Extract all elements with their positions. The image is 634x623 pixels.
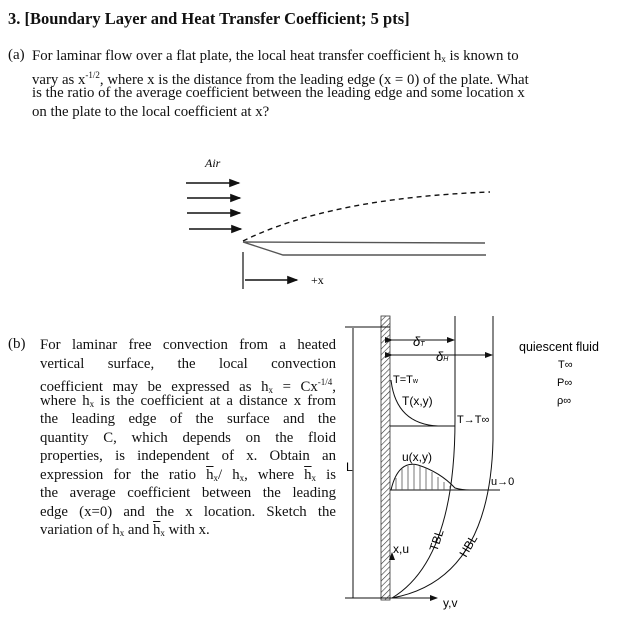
temp-profile-label: T(x,y) xyxy=(402,394,433,408)
part-a-label: (a) xyxy=(8,47,25,63)
text-segment: is known to xyxy=(445,48,519,64)
velocity-profile-label: u(x,y) xyxy=(402,450,432,464)
t-infinity-label: T∞ xyxy=(558,359,573,371)
tbl-label: TBL xyxy=(426,527,447,553)
text-segment: coefficient may be expressed as h xyxy=(40,379,269,395)
x-axis-label: +x xyxy=(311,273,324,287)
text-segment: / h xyxy=(218,466,240,483)
text-segment: the average coefficient between the leading xyxy=(40,485,336,501)
air-label: Air xyxy=(205,156,221,170)
text-segment: , xyxy=(332,379,336,395)
text-segment: $\overline{h}$ xyxy=(304,466,312,483)
delta-h-label: δ xyxy=(436,349,444,364)
svg-text:δH: δH xyxy=(436,349,449,364)
text-segment: quantity C, which depends on the floid xyxy=(40,429,336,446)
text-segment: x xyxy=(160,528,165,538)
hbl-label: HBL xyxy=(456,532,481,560)
y-v-label: y,v xyxy=(443,596,458,610)
text-segment: the leading edge of the surface and the xyxy=(40,411,336,427)
text-segment: is xyxy=(316,466,337,483)
text-segment: properties, is independent of x. Obtain an xyxy=(40,448,336,464)
wall-temp-label: T=T xyxy=(393,374,413,386)
text-segment: vertical surface, the local convection xyxy=(40,355,336,372)
text-segment: x xyxy=(268,385,273,395)
text-segment: , where xyxy=(244,466,305,483)
quiescent-fluid-label: quiescent fluid xyxy=(519,340,599,354)
text-segment: vary as x xyxy=(32,71,86,88)
x-u-label: x,u xyxy=(393,542,410,556)
u-zero-label: u→0 xyxy=(491,476,515,488)
heated-wall xyxy=(381,316,390,600)
rho-infinity-label: ρ∞ xyxy=(557,395,572,407)
text-segment: x xyxy=(119,528,125,538)
text-segment: For laminar free convection from a heated xyxy=(40,337,336,353)
text-segment: $\overline{h}$ xyxy=(152,522,161,538)
text-segment: x xyxy=(441,54,446,64)
length-label: L xyxy=(346,460,353,474)
text-segment: x xyxy=(239,472,245,483)
text-segment: expression for the ratio xyxy=(40,466,207,483)
p-infinity-label: P∞ xyxy=(557,377,573,389)
svg-text:T=Tw: T=Tw xyxy=(393,374,418,386)
question-title: 3. [Boundary Layer and Heat Transfer Coefficient; 5 pts] xyxy=(8,9,410,28)
text-segment: = Cx xyxy=(272,379,318,395)
delta-t-label: δ xyxy=(413,334,421,349)
text-segment: variation of h xyxy=(40,522,120,538)
text-segment: x xyxy=(89,398,95,409)
text-segment: on the plate to the local coefficient at x? xyxy=(32,103,270,120)
text-segment: -1/4 xyxy=(317,377,333,387)
text-segment: edge (x=0) and the x location. Sketch the xyxy=(40,503,336,520)
text-segment: and xyxy=(124,522,153,538)
velocity-vectors xyxy=(396,465,450,490)
text-segment: , where x is the distance from the leading edge (x = 0) of the plate. What xyxy=(99,71,529,88)
text-segment: with x. xyxy=(164,522,210,538)
svg-text:δT: δT xyxy=(413,334,425,349)
text-segment: where h xyxy=(40,392,90,409)
velocity-profile xyxy=(391,464,470,490)
text-segment: x xyxy=(311,472,317,483)
text-segment: x xyxy=(213,472,218,483)
part-b-label: (b) xyxy=(8,336,26,352)
t-inf-label: T→T∞ xyxy=(457,414,490,426)
text-segment: is the ratio of the average coefficient between the leading edge and some location x xyxy=(32,85,525,101)
text-segment: $\overline{h}$ xyxy=(206,466,214,483)
text-segment: -1/2 xyxy=(85,69,100,80)
text-segment: For laminar flow over a flat plate, the local heat transfer coefficient h xyxy=(32,48,442,64)
text-segment: is the coefficient at a distance x from xyxy=(94,392,336,409)
